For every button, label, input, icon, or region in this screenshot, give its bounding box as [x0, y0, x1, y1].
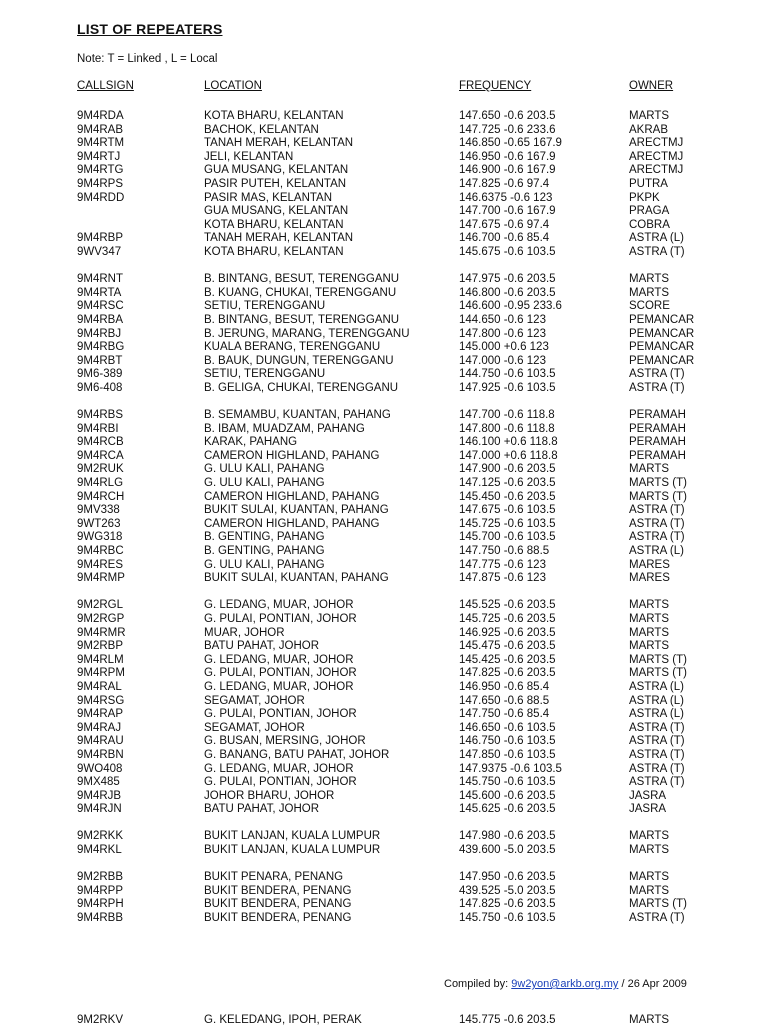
row-location: TANAH MERAH, KELANTAN — [204, 137, 354, 150]
row-location: SEGAMAT, JOHOR — [204, 721, 305, 734]
row-owner: ASTRA (T) — [629, 762, 685, 775]
row-callsign: 9WG318 — [77, 531, 123, 544]
row-location: PASIR MAS, KELANTAN — [204, 191, 333, 204]
row-callsign: 9M4RCA — [77, 449, 124, 462]
row-owner: MARTS — [629, 844, 670, 857]
row-callsign: 9M4RBP — [77, 232, 124, 245]
row-frequency: 147.800 -0.6 123 — [459, 327, 546, 340]
table-row — [0, 599, 768, 613]
row-location: BACHOK, KELANTAN — [204, 123, 319, 136]
table-row-partial — [0, 1014, 768, 1028]
row-location: MUAR, JOHOR — [204, 626, 285, 639]
row-owner: PERAMAH — [629, 409, 686, 422]
row-location: GUA MUSANG, KELANTAN — [204, 205, 349, 218]
row-owner: ASTRA (L) — [629, 232, 684, 245]
table-row — [0, 844, 768, 858]
row-callsign: 9M4RBA — [77, 313, 124, 326]
table-row — [0, 151, 768, 165]
row-frequency: 145.750 -0.6 103.5 — [459, 776, 556, 789]
row-owner: MARTS (T) — [629, 667, 687, 680]
table-row — [0, 763, 768, 777]
row-callsign: 9M4RES — [77, 558, 124, 571]
table-row — [0, 627, 768, 641]
row-owner: PEMANCAR — [629, 341, 695, 354]
row-location: B. JERUNG, MARANG, TERENGGANU — [204, 327, 410, 340]
row-frequency: 147.125 -0.6 203.5 — [459, 477, 556, 490]
row-frequency: 146.850 -0.65 167.9 — [459, 137, 562, 150]
compiled-date: / 26 Apr 2009 — [618, 978, 687, 990]
group-spacer — [0, 586, 768, 600]
row-owner: ASTRA (T) — [629, 517, 685, 530]
row-frequency: 147.950 -0.6 203.5 — [459, 871, 556, 884]
row-owner: PERAMAH — [629, 449, 686, 462]
row-owner: ASTRA (T) — [629, 776, 685, 789]
row-location: BATU PAHAT, JOHOR — [204, 640, 320, 653]
table-row — [0, 287, 768, 301]
row-callsign: 9M4RBT — [77, 354, 123, 367]
row-callsign: 9M4RPP — [77, 884, 124, 897]
row-location: JOHOR BHARU, JOHOR — [204, 789, 335, 802]
table-row — [0, 898, 768, 912]
row-callsign: 9M4RBN — [77, 748, 124, 761]
row-location: B. IBAM, MUADZAM, PAHANG — [204, 422, 365, 435]
row-callsign: 9MV338 — [77, 504, 120, 517]
table-row — [0, 871, 768, 885]
row-callsign: 9M4RNT — [77, 273, 124, 286]
row-frequency: 145.675 -0.6 103.5 — [459, 245, 556, 258]
row-owner: SCORE — [629, 300, 670, 313]
row-location: BUKIT BENDERA, PENANG — [204, 898, 352, 911]
row-callsign: 9M4RPH — [77, 898, 124, 911]
table-row — [0, 654, 768, 668]
table-row — [0, 695, 768, 709]
table-row — [0, 803, 768, 817]
table-row — [0, 749, 768, 763]
table-row — [0, 518, 768, 532]
row-location: G. PULAI, PONTIAN, JOHOR — [204, 708, 357, 721]
row-callsign: 9WO408 — [77, 762, 123, 775]
row-callsign: 9M4RBJ — [77, 327, 122, 340]
table-row — [0, 667, 768, 681]
row-callsign: 9M4RBC — [77, 545, 124, 557]
row-frequency: 146.950 -0.6 167.9 — [459, 150, 556, 163]
compiled-by-label: Compiled by: — [444, 978, 512, 990]
row-location: B. SEMAMBU, KUANTAN, PAHANG — [204, 409, 391, 422]
table-row — [0, 559, 768, 573]
table-row — [0, 273, 768, 287]
row-location: GUA MUSANG, KELANTAN — [204, 164, 349, 177]
row-owner: MARTS (T) — [629, 653, 687, 666]
group-spacer — [0, 395, 768, 409]
table-row — [0, 504, 768, 518]
row-owner: PUTRA — [629, 177, 668, 190]
row-location: B. GELIGA, CHUKAI, TERENGGANU — [204, 381, 399, 394]
row-owner: ARECTMJ — [629, 150, 684, 163]
table-row — [0, 450, 768, 464]
table-row — [0, 463, 768, 477]
row-frequency: 146.900 -0.6 167.9 — [459, 164, 556, 177]
row-frequency: 147.825 -0.6 203.5 — [459, 667, 556, 680]
row-owner: MARTS — [629, 599, 670, 612]
row-frequency: 147.975 -0.6 203.5 — [459, 273, 556, 286]
row-frequency: 147.800 -0.6 118.8 — [459, 422, 555, 435]
row-callsign: 9M4RTJ — [77, 150, 121, 163]
row-callsign: 9M2RKK — [77, 830, 124, 843]
row-owner: ASTRA (L) — [629, 694, 684, 707]
row-callsign: 9M4RPM — [77, 667, 125, 680]
row-owner: ASTRA (T) — [629, 912, 685, 925]
row-location: KOTA BHARU, KELANTAN — [204, 245, 344, 258]
row-owner: ASTRA (L) — [629, 545, 684, 557]
row-owner: ASTRA (T) — [629, 735, 685, 748]
row-location: BUKIT SULAI, KUANTAN, PAHANG — [204, 572, 389, 585]
row-owner: ARECTMJ — [629, 137, 684, 150]
row-owner: PRAGA — [629, 205, 670, 218]
row-owner: ASTRA (T) — [629, 721, 685, 734]
row-location: BUKIT PENARA, PENANG — [204, 871, 344, 884]
row-owner: MARTS — [629, 640, 670, 653]
table-row — [0, 409, 768, 423]
table-row — [0, 314, 768, 328]
row-frequency: 146.800 -0.6 203.5 — [459, 286, 556, 299]
table-row — [0, 355, 768, 369]
table-row — [0, 776, 768, 790]
row-location: B. GENTING, PAHANG — [204, 531, 325, 544]
row-owner: MARES — [629, 558, 670, 571]
row-frequency: 146.650 -0.6 103.5 — [459, 721, 556, 734]
row-owner: MARTS — [629, 110, 670, 122]
row-frequency: 147.650 -0.6 203.5 — [459, 110, 556, 122]
row-callsign: 9M4RKL — [77, 844, 122, 857]
row-location: B. BINTANG, BESUT, TERENGGANU — [204, 273, 400, 286]
row-frequency: 147.750 -0.6 88.5 — [459, 545, 550, 557]
table-row — [0, 164, 768, 178]
row-callsign: 9M4RBI — [77, 422, 119, 435]
row-callsign: 9M6-408 — [77, 381, 123, 394]
table-row — [0, 368, 768, 382]
row-callsign: 9M4RTM — [77, 137, 125, 150]
row-location: G. KELEDANG, IPOH, PERAK — [204, 1014, 362, 1026]
row-owner: AKRAB — [629, 123, 668, 136]
row-callsign: 9M4RDA — [77, 110, 124, 122]
row-callsign: 9M2RGP — [77, 612, 125, 625]
table-row — [0, 219, 768, 233]
row-frequency: 145.425 -0.6 203.5 — [459, 653, 556, 666]
row-owner: ASTRA (T) — [629, 531, 685, 544]
row-location: PASIR PUTEH, KELANTAN — [204, 177, 347, 190]
row-location: SETIU, TERENGGANU — [204, 368, 326, 381]
row-owner: MARTS — [629, 612, 670, 625]
row-owner: MARTS — [629, 286, 670, 299]
row-owner: PKPK — [629, 191, 660, 204]
row-location: G. PULAI, PONTIAN, JOHOR — [204, 612, 357, 625]
row-callsign: 9M4RSC — [77, 300, 124, 313]
row-owner: ASTRA (T) — [629, 748, 685, 761]
row-owner: PEMANCAR — [629, 354, 695, 367]
row-location: G. ULU KALI, PAHANG — [204, 477, 325, 490]
row-frequency: 145.000 +0.6 123 — [459, 341, 549, 354]
table-row — [0, 613, 768, 627]
row-frequency: 146.100 +0.6 118.8 — [459, 436, 558, 449]
row-location: G. BANANG, BATU PAHAT, JOHOR — [204, 748, 390, 761]
row-callsign: 9WV347 — [77, 245, 122, 258]
row-location: BUKIT LANJAN, KUALA LUMPUR — [204, 844, 381, 857]
row-callsign: 9MX485 — [77, 776, 120, 789]
table-row — [0, 640, 768, 654]
row-frequency: 144.650 -0.6 123 — [459, 313, 546, 326]
row-frequency: 147.850 -0.6 103.5 — [459, 748, 556, 761]
table-row — [0, 708, 768, 722]
row-callsign: 9M4RMP — [77, 572, 125, 585]
row-owner: PERAMAH — [629, 436, 686, 449]
row-location: B. BAUK, DUNGUN, TERENGGANU — [204, 354, 394, 367]
row-frequency: 147.700 -0.6 118.8 — [459, 409, 555, 422]
row-callsign: 9M4RBB — [77, 912, 124, 925]
row-frequency: 145.625 -0.6 203.5 — [459, 803, 556, 816]
table-row — [0, 246, 768, 260]
group-spacer — [0, 817, 768, 831]
row-location: G. LEDANG, MUAR, JOHOR — [204, 599, 354, 612]
row-callsign: 9M4RSG — [77, 694, 125, 707]
row-frequency: 145.475 -0.6 203.5 — [459, 640, 556, 653]
row-location: G. LEDANG, MUAR, JOHOR — [204, 680, 354, 693]
row-callsign: 9M4RCH — [77, 490, 125, 503]
table-row — [0, 178, 768, 192]
row-location: KARAK, PAHANG — [204, 436, 298, 449]
row-location: KOTA BHARU, KELANTAN — [204, 218, 344, 231]
row-frequency: 145.600 -0.6 203.5 — [459, 789, 556, 802]
group-spacer — [0, 260, 768, 274]
row-frequency: 145.775 -0.6 203.5 — [459, 1014, 556, 1026]
row-callsign: 9M4RLG — [77, 477, 124, 490]
table-row — [0, 722, 768, 736]
header-callsign: CALLSIGN — [77, 80, 134, 92]
page-title: LIST OF REPEATERS — [77, 21, 223, 37]
row-frequency: 147.650 -0.6 88.5 — [459, 694, 550, 707]
row-frequency: 146.925 -0.6 203.5 — [459, 626, 556, 639]
row-callsign: 9M6-389 — [77, 368, 123, 381]
table-row — [0, 545, 768, 559]
row-frequency: 147.675 -0.6 103.5 — [459, 504, 556, 517]
row-callsign: 9M4RJB — [77, 789, 122, 802]
row-location: SETIU, TERENGGANU — [204, 300, 326, 313]
row-location: KUALA BERANG, TERENGGANU — [204, 341, 381, 354]
table-row — [0, 382, 768, 396]
row-callsign: 9M4RAJ — [77, 721, 122, 734]
row-frequency: 146.6375 -0.6 123 — [459, 191, 553, 204]
row-frequency: 147.9375 -0.6 103.5 — [459, 762, 562, 775]
compiled-by — [444, 978, 687, 990]
row-frequency: 145.725 -0.6 103.5 — [459, 517, 556, 530]
table-row — [0, 300, 768, 314]
row-frequency: 147.675 -0.6 97.4 — [459, 218, 550, 231]
row-owner: MARTS — [629, 626, 670, 639]
row-frequency: 145.525 -0.6 203.5 — [459, 599, 556, 612]
row-owner: MARTS (T) — [629, 477, 687, 490]
row-owner: MARTS — [629, 830, 670, 843]
repeater-list — [0, 110, 768, 926]
row-callsign: 9WT263 — [77, 517, 121, 530]
row-location: BATU PAHAT, JOHOR — [204, 803, 320, 816]
row-location: BUKIT BENDERA, PENANG — [204, 884, 352, 897]
row-location: TANAH MERAH, KELANTAN — [204, 232, 354, 245]
row-frequency: 147.900 -0.6 203.5 — [459, 463, 556, 476]
row-location: KOTA BHARU, KELANTAN — [204, 110, 344, 122]
row-owner: MARES — [629, 572, 670, 585]
row-callsign: 9M4RDD — [77, 191, 125, 204]
row-owner: COBRA — [629, 218, 670, 231]
table-row — [0, 735, 768, 749]
table-row — [0, 885, 768, 899]
row-frequency: 147.775 -0.6 123 — [459, 558, 546, 571]
row-frequency: 147.000 +0.6 118.8 — [459, 449, 558, 462]
row-callsign: 9M2RGL — [77, 599, 124, 612]
row-location: G. LEDANG, MUAR, JOHOR — [204, 762, 354, 775]
row-frequency: 439.600 -5.0 203.5 — [459, 844, 556, 857]
row-frequency: 147.000 -0.6 123 — [459, 354, 546, 367]
row-frequency: 439.525 -5.0 203.5 — [459, 884, 556, 897]
row-location: G. ULU KALI, PAHANG — [204, 558, 325, 571]
row-callsign: 9M4RLM — [77, 653, 124, 666]
table-row — [0, 572, 768, 586]
table-row — [0, 436, 768, 450]
header-location: LOCATION — [204, 80, 262, 92]
row-location: G. LEDANG, MUAR, JOHOR — [204, 653, 354, 666]
row-owner: MARTS — [629, 273, 670, 286]
row-frequency: 146.700 -0.6 85.4 — [459, 232, 550, 245]
row-owner: MARTS — [629, 884, 670, 897]
row-location: CAMERON HIGHLAND, PAHANG — [204, 490, 380, 503]
row-frequency: 147.925 -0.6 103.5 — [459, 381, 556, 394]
row-location: G. ULU KALI, PAHANG — [204, 463, 325, 476]
row-location: BUKIT SULAI, KUANTAN, PAHANG — [204, 504, 389, 517]
row-frequency: 147.825 -0.6 97.4 — [459, 177, 550, 190]
row-owner: ASTRA (T) — [629, 504, 685, 517]
table-row — [0, 341, 768, 355]
table-row — [0, 137, 768, 151]
row-callsign: 9M4RBG — [77, 341, 125, 354]
row-frequency: 146.950 -0.6 85.4 — [459, 680, 550, 693]
row-location: B. KUANG, CHUKAI, TERENGGANU — [204, 286, 397, 299]
row-callsign: 9M4RAL — [77, 680, 122, 693]
row-frequency: 146.750 -0.6 103.5 — [459, 735, 556, 748]
table-row — [0, 205, 768, 219]
row-owner: PEMANCAR — [629, 313, 695, 326]
table-row — [0, 912, 768, 926]
row-location: G. PULAI, PONTIAN, JOHOR — [204, 667, 357, 680]
table-row — [0, 423, 768, 437]
row-callsign: 9M4RAU — [77, 735, 124, 748]
row-frequency: 144.750 -0.6 103.5 — [459, 368, 556, 381]
row-location: BUKIT LANJAN, KUALA LUMPUR — [204, 830, 381, 843]
table-row — [0, 232, 768, 246]
row-frequency: 147.725 -0.6 233.6 — [459, 123, 556, 136]
table-row — [0, 110, 768, 124]
table-row — [0, 681, 768, 695]
table-row — [0, 491, 768, 505]
row-frequency: 145.450 -0.6 203.5 — [459, 490, 556, 503]
header-frequency: FREQUENCY — [459, 80, 532, 92]
row-location: BUKIT BENDERA, PENANG — [204, 912, 352, 925]
row-callsign: 9M4RCB — [77, 436, 124, 449]
row-location: B. BINTANG, BESUT, TERENGGANU — [204, 313, 400, 326]
row-callsign: 9M4RBS — [77, 409, 124, 422]
row-owner: ASTRA (L) — [629, 708, 684, 721]
row-owner: ASTRA (T) — [629, 245, 685, 258]
row-owner: PERAMAH — [629, 422, 686, 435]
row-frequency: 147.875 -0.6 123 — [459, 572, 546, 585]
legend-note: Note: T = Linked , L = Local — [77, 53, 218, 65]
row-callsign: 9M4RPS — [77, 177, 124, 190]
table-row — [0, 830, 768, 844]
table-row — [0, 328, 768, 342]
row-owner: MARTS — [629, 463, 670, 476]
row-owner: ASTRA (T) — [629, 368, 685, 381]
row-location: CAMERON HIGHLAND, PAHANG — [204, 517, 380, 530]
compiler-email-link[interactable]: 9w2yon@arkb.org.my — [511, 978, 619, 990]
row-frequency: 147.980 -0.6 203.5 — [459, 830, 556, 843]
row-location: G. PULAI, PONTIAN, JOHOR — [204, 776, 357, 789]
row-owner: MARTS (T) — [629, 898, 687, 911]
table-row — [0, 531, 768, 545]
group-spacer — [0, 858, 768, 872]
row-callsign: 9M2RBP — [77, 640, 124, 653]
row-owner: ASTRA (T) — [629, 381, 685, 394]
row-owner: MARTS — [629, 871, 670, 884]
row-location: CAMERON HIGHLAND, PAHANG — [204, 449, 380, 462]
row-callsign: 9M4RJN — [77, 803, 122, 816]
row-callsign: 9M4RMR — [77, 626, 126, 639]
row-callsign: 9M4RAB — [77, 123, 124, 136]
row-owner: ASTRA (L) — [629, 680, 684, 693]
row-frequency: 147.750 -0.6 85.4 — [459, 708, 550, 721]
row-callsign: 9M4RAP — [77, 708, 124, 721]
table-row — [0, 790, 768, 804]
row-owner: JASRA — [629, 803, 667, 816]
row-frequency: 145.750 -0.6 103.5 — [459, 912, 556, 925]
row-frequency: 147.825 -0.6 203.5 — [459, 898, 556, 911]
row-frequency: 145.725 -0.6 203.5 — [459, 612, 556, 625]
table-row — [0, 124, 768, 138]
row-owner: PEMANCAR — [629, 327, 695, 340]
row-callsign: 9M2RBB — [77, 871, 124, 884]
row-frequency: 147.700 -0.6 167.9 — [459, 205, 556, 218]
row-callsign: 9M4RTA — [77, 286, 122, 299]
row-location: SEGAMAT, JOHOR — [204, 694, 305, 707]
row-callsign: 9M4RTG — [77, 164, 124, 177]
row-owner: MARTS (T) — [629, 490, 687, 503]
row-frequency: 145.700 -0.6 103.5 — [459, 531, 556, 544]
row-location: B. GENTING, PAHANG — [204, 545, 325, 557]
row-owner: ARECTMJ — [629, 164, 684, 177]
row-callsign: 9M2RUK — [77, 463, 124, 476]
row-owner: MARTS — [629, 1014, 670, 1026]
table-row — [0, 477, 768, 491]
row-location: JELI, KELANTAN — [204, 150, 294, 163]
row-frequency: 146.600 -0.95 233.6 — [459, 300, 562, 313]
row-callsign: 9M2RKV — [77, 1014, 124, 1026]
row-location: G. BUSAN, MERSING, JOHOR — [204, 735, 366, 748]
header-owner: OWNER — [629, 80, 674, 92]
table-row — [0, 192, 768, 206]
row-owner: JASRA — [629, 789, 667, 802]
